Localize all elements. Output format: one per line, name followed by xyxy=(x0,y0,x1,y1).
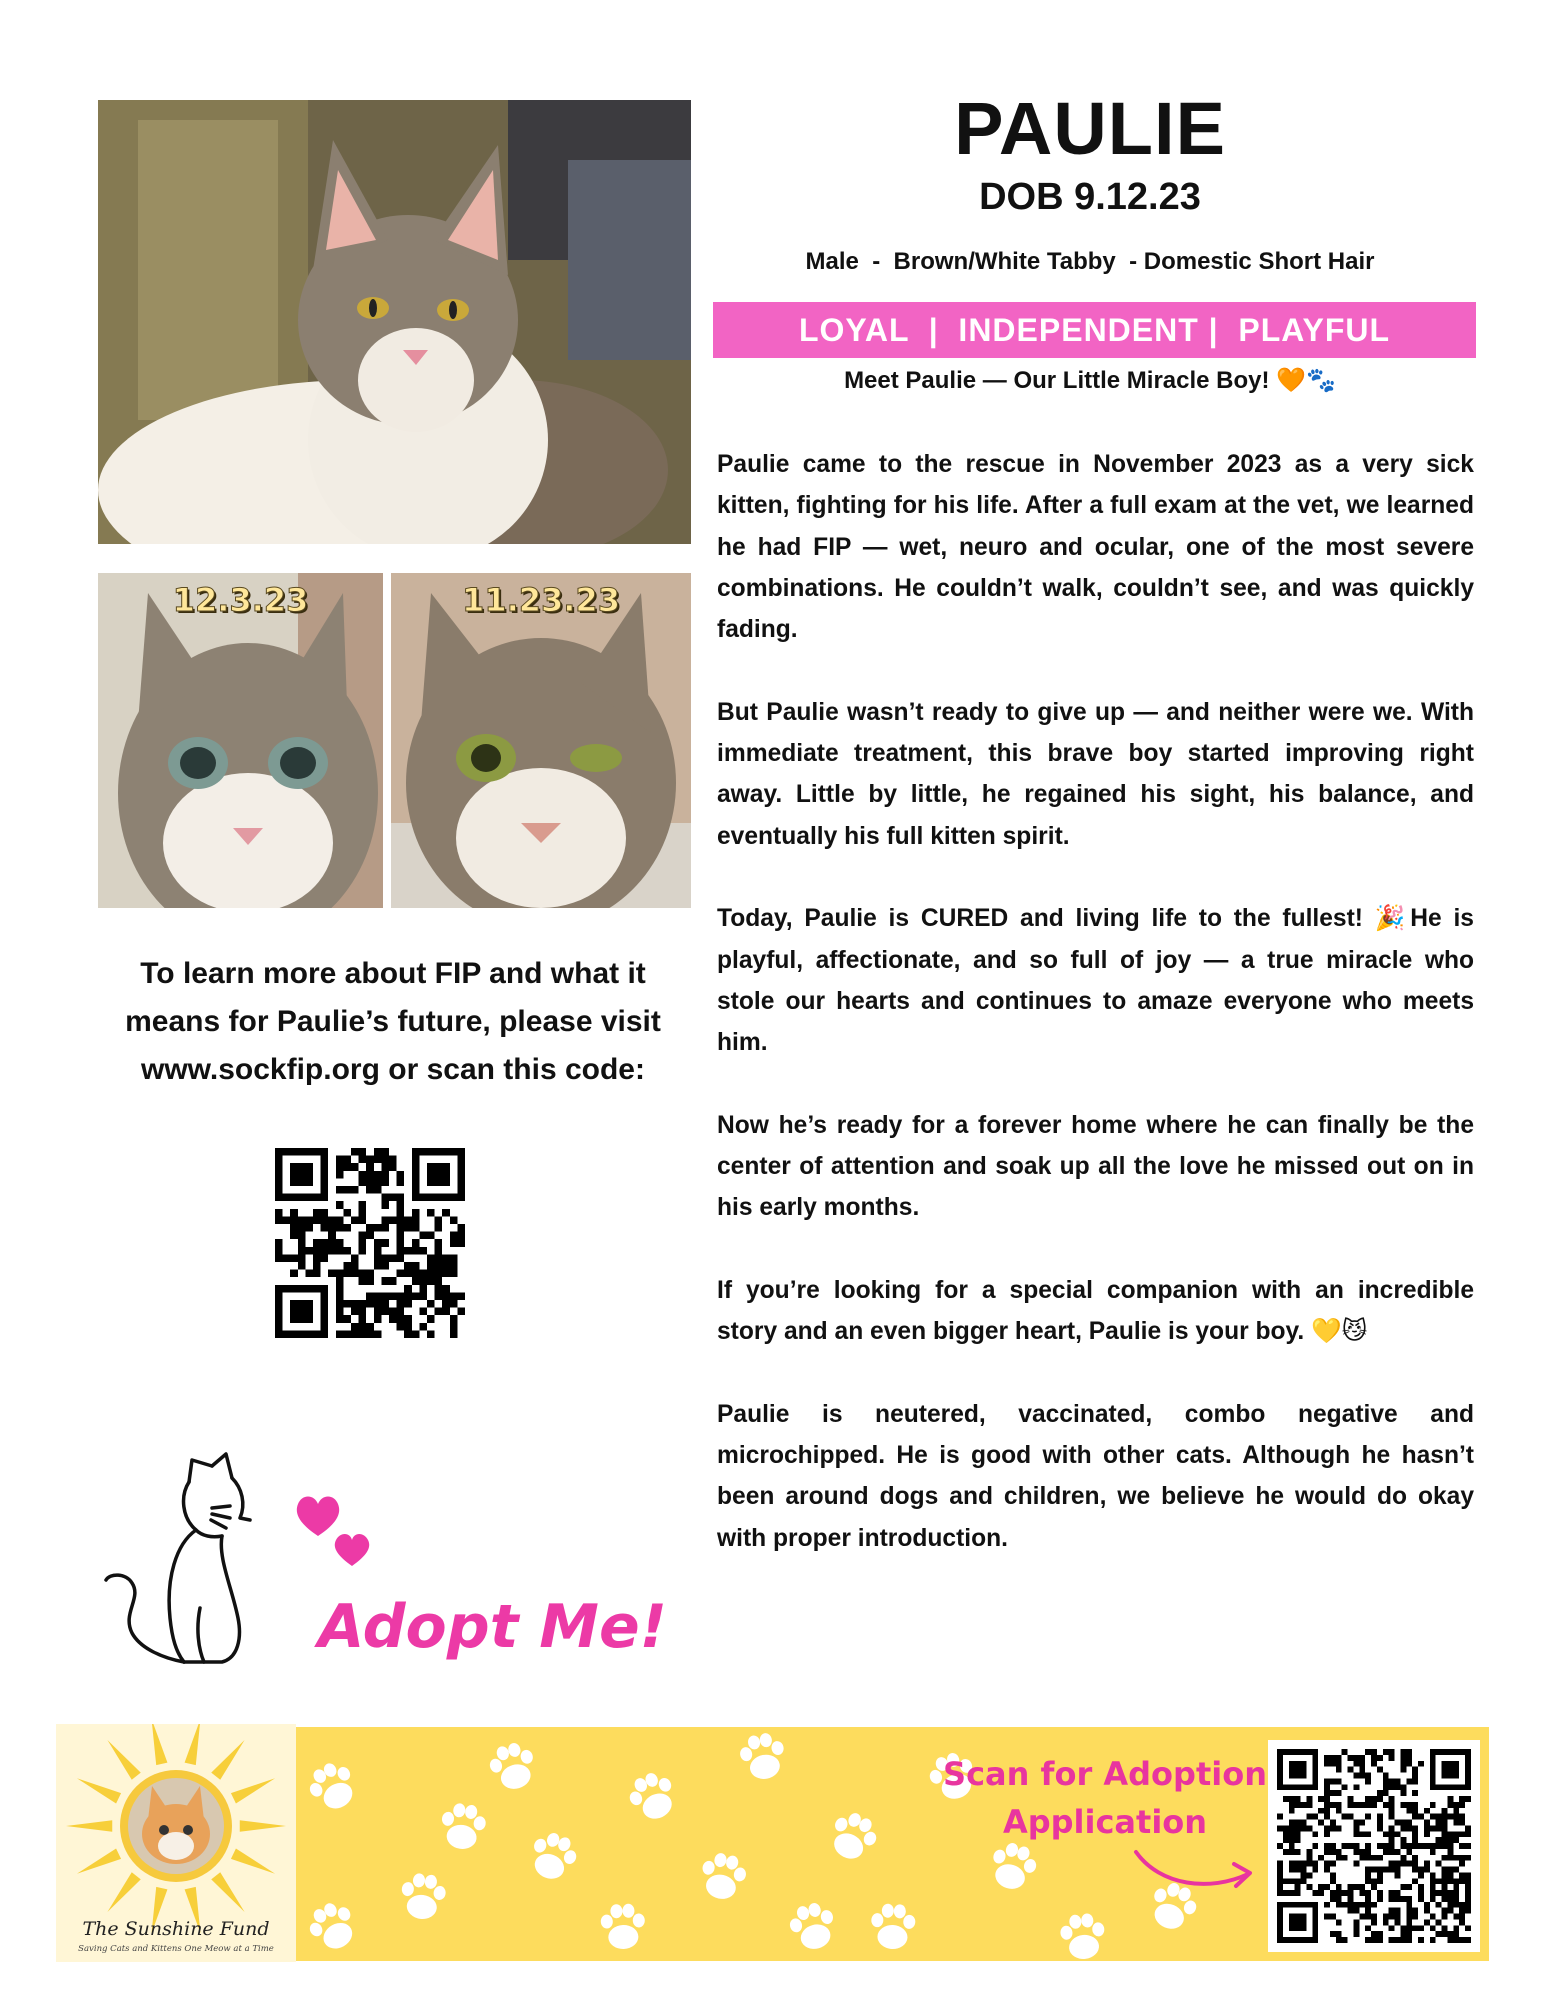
scan-line: Application xyxy=(1002,1803,1208,1841)
paw-print-icon xyxy=(525,1828,582,1886)
meet-headline: Meet Paulie — Our Little Miracle Boy! 🧡🐾 xyxy=(844,367,1336,394)
before-photo-1 xyxy=(98,573,383,908)
traits-bar xyxy=(713,302,1476,358)
scan-line: Scan for Adoption xyxy=(943,1755,1267,1793)
fip-info-line: www.sockfip.org or scan this code: xyxy=(141,1053,645,1086)
cat-outline-icon xyxy=(92,1448,270,1670)
main-cat-photo xyxy=(98,100,691,544)
story xyxy=(717,444,1474,1600)
paw-print-icon xyxy=(398,1871,447,1921)
traits-text: LOYAL | INDEPENDENT | PLAYFUL xyxy=(798,311,1391,348)
paw-print-icon xyxy=(824,1807,883,1867)
story-paragraph: Today, Paulie is CURED and living life to the fullest! 🎉He is playful, affectionate, and so full of joy — a true miracle who stole our hearts and continues to amaze everyone who meets him. xyxy=(717,905,1474,1057)
paw-print-icon xyxy=(438,1801,488,1852)
pet-dob: DOB 9.12.23 xyxy=(979,176,1201,218)
story-paragraph: But Paulie wasn’t ready to give up — and neither were we. With immediate treatment, this brave boy started improving right away. Little by little, he regained his sight, his balance, and eventually his full kitten spirit. xyxy=(717,698,1474,850)
paw-print-icon xyxy=(600,1903,646,1950)
adopt-me-label: Adopt Me! xyxy=(318,1592,668,1662)
paw-print-icon xyxy=(697,1850,749,1903)
fip-info-line: means for Paulie’s future, please visit xyxy=(125,1005,661,1038)
before-photo-2-date: 11.23.23 xyxy=(462,581,620,619)
story-paragraph: Now he’s ready for a forever home where he can finally be the center of attention and soak up all the love he missed out on in his early months. xyxy=(717,1111,1474,1222)
story-paragraph: Paulie came to the rescue in November 2023 as a very sick kitten, fighting for his life. After a full exam at the vet, we learned he had FIP — wet, neuro and ocular, one of the most severe combinations. He couldn’t walk, couldn’t see, and was quickly fading. xyxy=(717,451,1474,644)
fip-info-line: To learn more about FIP and what it xyxy=(140,957,646,990)
org-tagline: Saving Cats and Kittens One Meow at a Time xyxy=(78,1944,274,1954)
paw-print-icon xyxy=(786,1899,840,1954)
scan-adoption-text xyxy=(920,1750,1290,1846)
pet-details: Male - Brown/White Tabby - Domestic Short Hair xyxy=(805,248,1375,275)
paw-print-icon xyxy=(870,1903,916,1950)
fip-info-text xyxy=(98,950,688,1094)
paw-print-icon xyxy=(302,1756,363,1817)
story-paragraph: If you’re looking for a special companion with an incredible story and an even bigger heart, Paulie is your boy. 💛😼 xyxy=(717,1276,1474,1346)
paw-print-icon xyxy=(623,1767,682,1826)
paw-print-icon xyxy=(1059,1912,1107,1961)
before-photo-2 xyxy=(391,573,691,908)
paw-print-icon xyxy=(486,1739,541,1794)
fip-qr-code[interactable] xyxy=(275,1148,465,1338)
paw-print-icon xyxy=(986,1839,1041,1895)
paw-print-icon xyxy=(303,1896,363,1957)
pet-name: PAULIE xyxy=(954,87,1226,170)
adoption-qr-code[interactable] xyxy=(1277,1749,1471,1943)
paw-print-icon xyxy=(737,1730,789,1783)
arrow-icon xyxy=(1130,1840,1260,1900)
hearts-icon xyxy=(294,1492,380,1572)
story-paragraph: Paulie is neutered, vaccinated, combo negative and microchipped. He is good with other cats. Although he hasn’t been around dogs and children, we believe he would do okay with proper introduction. xyxy=(717,1400,1474,1552)
before-photo-1-date: 12.3.23 xyxy=(172,581,309,619)
org-name: The Sunshine Fund xyxy=(82,1918,270,1940)
